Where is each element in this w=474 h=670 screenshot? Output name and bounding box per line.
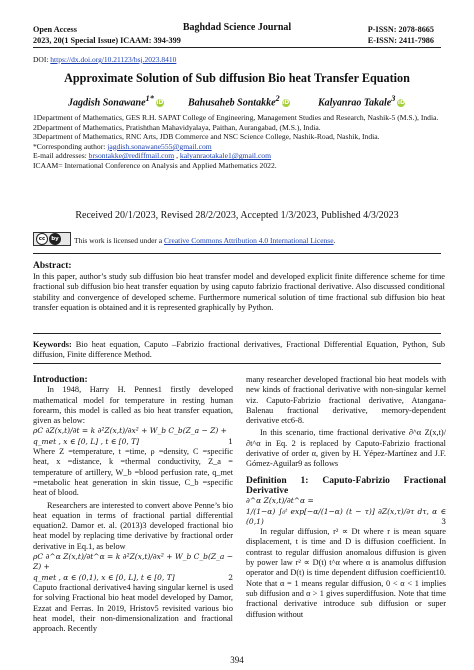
equation-1-text: q_met , x ∈ [0, L] , t ∈ [0, T] bbox=[33, 436, 140, 446]
corresponding-email-link[interactable]: jagdish.sonawane555@gmail.com bbox=[107, 141, 212, 151]
page-number: 394 bbox=[230, 655, 244, 665]
affiliation-1: 1Department of Mathematics, GES R.H. SAPAT College of Engineering, Management Studies and Research, Nashik-5 (M.S.), India. bbox=[33, 113, 439, 122]
license-line bbox=[74, 236, 335, 245]
orcid-icon[interactable]: iD bbox=[156, 99, 164, 107]
license-link[interactable]: Creative Commons Attribution 4.0 International License bbox=[163, 236, 334, 245]
right-column bbox=[246, 375, 446, 620]
author-3-sup: 3 bbox=[391, 94, 396, 103]
author-2-sup: 2 bbox=[275, 94, 280, 103]
author-3-name: Kalyanrao Takale bbox=[318, 97, 392, 109]
license-suffix: . bbox=[333, 236, 336, 245]
issue-info: 2023, 20(1 Special Issue) ICAAM: 394-399 bbox=[33, 36, 181, 45]
doi-label: DOI: bbox=[33, 55, 51, 64]
e-issn: E-ISSN: 2411-7986 bbox=[367, 36, 434, 45]
orcid-icon[interactable]: iD bbox=[282, 99, 290, 107]
abstract-heading: Abstract: bbox=[33, 261, 72, 271]
keywords-label: Keywords: bbox=[33, 340, 76, 349]
author-3 bbox=[318, 94, 405, 108]
author-2-name: Bahusaheb Sontakke bbox=[188, 97, 276, 109]
equation-2-line-a: ρC ∂^α Z(x,t)/∂t^α = k ∂²Z(x,t)/∂x² + W_b C_b(Z_a − Z) + bbox=[33, 552, 233, 572]
paper-title: Approximate Solution of Sub diffusion Bio heat Transfer Equation bbox=[64, 71, 410, 85]
doi-link[interactable]: https://dx.doi.org/10.21123/bsj.2023.8410 bbox=[50, 55, 177, 64]
email-label: E-mail addresses: bbox=[33, 151, 89, 161]
left-column bbox=[33, 375, 233, 634]
intro-paragraph-2: Where Z =temperature, t =time, ρ =density, C =specific heat, x =distance, k =thermal conductivity, Z_a = temperature of artillery, W_b =blood perfusion rate, q_met =metabolic heat generation in skin tissue, C_b =specific heat of blood. bbox=[33, 447, 233, 498]
definition-equation-number: 3 bbox=[441, 516, 446, 526]
intro-paragraph-1: In 1948, Harry H. Pennes1 firstly developed mathematical model for temperature in resting human forearm, this model is called as bio heat transfer equation, given as below: bbox=[33, 385, 233, 426]
abstract-rule bbox=[33, 333, 441, 334]
cc-icon: cc bbox=[36, 233, 48, 245]
definition-equation-text: 1/(1−α) ∫₀ᵗ exp[−α/(1−α) (t − τ)] ∂Z(x,τ)/∂τ dτ, α ∈ (0,1) bbox=[246, 506, 446, 526]
affiliation-3: 3Department of Mathematics, RNC Arts, JDB Commerce and NSC Science College, Nashik-Road, Nashik, India. bbox=[33, 132, 380, 142]
definition-heading: Definition 1: Caputo-Fabrizio Fractional Derivative bbox=[246, 475, 446, 496]
affiliations bbox=[33, 113, 445, 171]
orcid-icon[interactable]: iD bbox=[397, 99, 405, 107]
keywords bbox=[33, 340, 445, 361]
open-access-label: Open Access bbox=[33, 25, 77, 34]
right-paragraph-1: many researcher developed fractional bio heat models with new kinds of fractional derivative with non-singular kernel viz. Caputo-Fabrizio fractional derivative, Atangana-Balenau fractional derivative, memory-dependent derivative etc6-8. bbox=[246, 375, 446, 426]
header-rule bbox=[33, 47, 441, 48]
header-right bbox=[368, 24, 434, 46]
equation-2-line-b bbox=[33, 573, 233, 583]
abstract-text: In this paper, author’s study sub diffusion bio heat transfer model and developed explicit finite difference scheme for time fractional sub diffusion bio heat transfer equation by using caputo fabrizio fractional derivative. Also discussed conditional stability and convergence of developed scheme. Furthermore numerical solution of time fractional sub diffusion bio heat transfer equation is obtained and it is represented graphically by Python. bbox=[33, 272, 445, 312]
corresponding-label: *Corresponding author: bbox=[33, 141, 108, 151]
equation-1-line-b bbox=[33, 437, 233, 447]
right-paragraph-3: In regular diffusion, r² ∝ Dt where r is mean square displacement, t is time and D is diffusion coefficient. In contrast to regular diffusion anomalous diffusion is given by power law r² ∝ D(t) t^α where α is anamolus diffusion operator and D(t) is time dependent diffusion coefficient10. Note that α = 1 means regular diffusion, 0 < α < 1 implies sub diffusion and α > 1 gives superdiffusion. Note that time fractional derivative introduce sub diffusion or super diffusion without bbox=[246, 527, 446, 619]
author-1-name: Jagdish Sonawane bbox=[68, 97, 146, 109]
license-prefix: This work is licensed under a bbox=[74, 236, 164, 245]
keywords-rule bbox=[33, 363, 441, 364]
definition-equation-line-1: ∂^α Z(x,t)/∂t^α = bbox=[246, 496, 314, 506]
received-dates: Received 20/1/2023, Revised 28/2/2023, Accepted 1/3/2023, Published 4/3/2023 bbox=[75, 210, 399, 221]
corresponding-author bbox=[33, 142, 445, 152]
intro-paragraph-4: Caputo fractional derivative4 having singular kernel is used for solving Fractional bio heat model developed by Damor, Ezzat and Ferras. In 2019, Hristov5 revisited various bio heat model, their non-dimensionalization and fractional approach. Recently bbox=[33, 582, 233, 634]
equation-1-line-a: ρC ∂Z(x,t)/∂t = k ∂²Z(x,t)/∂x² + W_b C_b(Z_a − Z) + bbox=[33, 426, 227, 436]
email-addresses bbox=[33, 151, 445, 161]
journal-name: Baghdad Science Journal bbox=[182, 22, 292, 33]
keywords-text: Bio heat equation, Caputo –Fabrizio fractional derivatives, Fractional Differential Equation, Python, Sub diffusion, Finite difference Method. bbox=[33, 340, 445, 360]
affiliation-2: 2Department of Mathematics, Pratishthan Mahavidyalaya, Paithan, Aurangabad, (M.S.), India. bbox=[33, 122, 321, 132]
doi-line bbox=[33, 55, 176, 64]
right-paragraph-2: In this scenario, time fractional derivative ∂^α Z(x,t)/∂t^α in Eq. 2 is replaced by Caputo-Fabrizio fractional derivative of order α, given by H. Yépez-Martínez and J.F. Gómez-Aguilar9 as follows bbox=[246, 428, 446, 469]
intro-paragraph-3: Researchers are interested to convert above Penne’s bio heat equation in terms of fractional partial differential equation2. Damor et. al. (2013)3 developed fractional bio heat model by replacing time derivative by fractional order derivative in Eq.1, as below bbox=[33, 500, 233, 551]
equation-2-text: q_met , α ∈ (0,1), x ∈ [0, L], t ∈ [0, T] bbox=[33, 572, 175, 582]
email-separator: , bbox=[174, 151, 180, 161]
intro-heading: Introduction: bbox=[33, 375, 88, 385]
definition-equation-line-2 bbox=[246, 507, 446, 528]
author-1-sup: 1* bbox=[145, 94, 154, 103]
author-1 bbox=[68, 94, 164, 108]
email-link-1[interactable]: brsontakke@rediffmail.com bbox=[88, 151, 175, 161]
icaam-note: ICAAM= International Conference on Analysis and Applied Mathematics 2022. bbox=[33, 160, 277, 170]
cc-by-badge[interactable] bbox=[33, 232, 71, 246]
p-issn: P-ISSN: 2078-8665 bbox=[367, 25, 434, 34]
equation-2-number: 2 bbox=[228, 572, 233, 582]
by-icon: by bbox=[49, 233, 61, 245]
license-rule bbox=[33, 253, 441, 254]
author-2 bbox=[188, 94, 290, 108]
email-link-2[interactable]: kalyanraotakale1@gmail.com bbox=[179, 151, 272, 161]
equation-1-number: 1 bbox=[228, 436, 233, 446]
